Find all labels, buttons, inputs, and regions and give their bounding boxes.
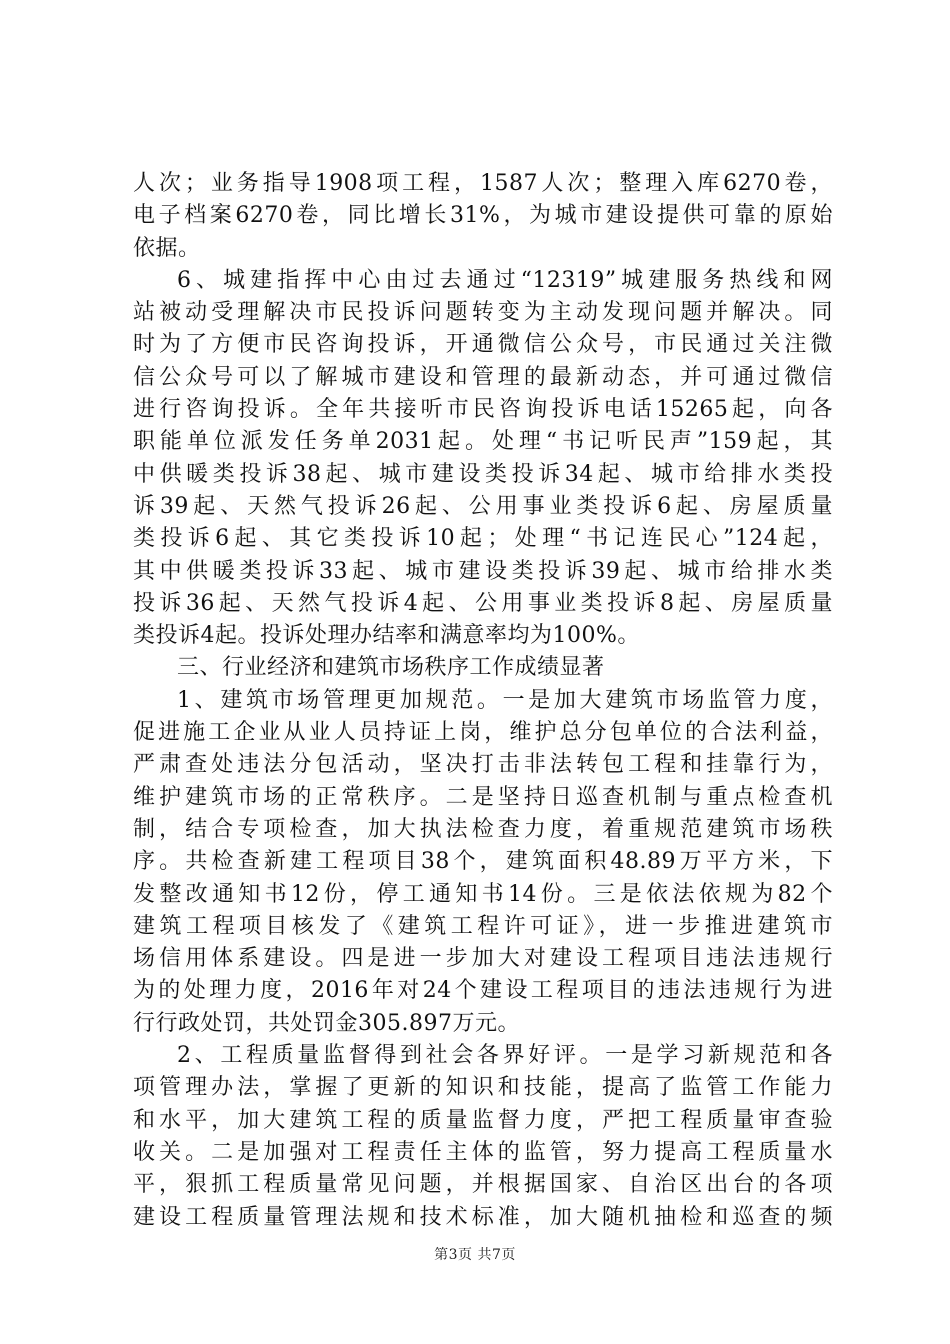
text-line: 项管理办法，掌握了更新的知识和技能，提高了监管工作能力 xyxy=(133,1075,833,1101)
text-line: 诉39起、天然气投诉26起、公用事业类投诉6起、房屋质量 xyxy=(133,493,833,519)
text-line: 行行政处罚，共处罚金305.897万元。 xyxy=(133,1010,520,1036)
text-line: 进行咨询投诉。全年共接听市民咨询投诉电话15265起，向各 xyxy=(133,397,833,423)
text-line: 投诉36起、天然气投诉4起、公用事业类投诉8起、房屋质量 xyxy=(133,590,833,616)
text-line: 制，结合专项检查，加大执法检查力度，着重规范建筑市场秩 xyxy=(133,816,833,842)
text-line: 人次；业务指导1908项工程，1587人次；整理入库6270卷， xyxy=(133,171,833,196)
page-footer: 第3页 共7页 xyxy=(434,1247,516,1263)
text-line: 1、建筑市场管理更加规范。一是加大建筑市场监管力度， xyxy=(177,687,833,713)
text-line: 收关。二是加强对工程责任主体的监管，努力提高工程质量水 xyxy=(133,1139,833,1165)
text-line: 类投诉6起、其它类投诉10起；处理“书记连民心”124起， xyxy=(133,526,833,552)
text-line: 时为了方便市民咨询投诉，开通微信公众号，市民通过关注微 xyxy=(133,332,833,358)
text-line: 6、城建指挥中心由过去通过“12319”城建服务热线和网 xyxy=(177,267,833,293)
text-line: 促进施工企业从业人员持证上岗，维护总分包单位的合法利益， xyxy=(133,720,833,746)
text-line: 电子档案6270卷，同比增长31%，为城市建设提供可靠的原始 xyxy=(133,203,833,229)
text-line: 建筑工程项目核发了《建筑工程许可证》，进一步推进建筑市 xyxy=(133,913,833,939)
text-line: 三、行业经济和建筑市场秩序工作成绩显著 xyxy=(177,655,605,681)
text-line: 类投诉4起。投诉处理办结率和满意率均为100%。 xyxy=(133,623,640,649)
text-line: 和水平，加大建筑工程的质量监督力度，严把工程质量审查验 xyxy=(133,1107,833,1133)
text-line: 场信用体系建设。四是进一步加大对建设工程项目违法违规行 xyxy=(133,946,833,972)
text-line: 其中供暖类投诉33起、城市建设类投诉39起、城市给排水类 xyxy=(133,558,833,584)
text-line: 中供暖类投诉38起、城市建设类投诉34起、城市给排水类投 xyxy=(133,461,833,487)
text-line: 职能单位派发任务单2031起。处理“书记听民声”159起，其 xyxy=(133,429,833,455)
text-line: 发整改通知书12份，停工通知书14份。三是依法依规为82个 xyxy=(133,881,833,907)
text-line: 依据。 xyxy=(133,235,201,261)
text-line: 建设工程质量管理法规和技术标准，加大随机抽检和巡查的频 xyxy=(133,1204,833,1230)
text-line: 为的处理力度，2016年对24个建设工程项目的违法违规行为进 xyxy=(133,978,833,1004)
text-line: 严肃查处违法分包活动，坚决打击非法转包工程和挂靠行为， xyxy=(133,752,833,778)
text-line: 维护建筑市场的正常秩序。二是坚持日巡查机制与重点检查机 xyxy=(133,784,833,810)
text-line: 平，狠抓工程质量常见问题，并根据国家、自治区出台的各项 xyxy=(133,1172,833,1198)
text-line: 站被动受理解决市民投诉问题转变为主动发现问题并解决。同 xyxy=(133,300,833,326)
text-line: 序。共检查新建工程项目38个，建筑面积48.89万平方米，下 xyxy=(133,849,833,875)
body-text xyxy=(133,168,833,1234)
text-line: 2、工程质量监督得到社会各界好评。一是学习新规范和各 xyxy=(177,1043,833,1069)
text-line: 信公众号可以了解城市建设和管理的最新动态，并可通过微信 xyxy=(133,364,833,390)
